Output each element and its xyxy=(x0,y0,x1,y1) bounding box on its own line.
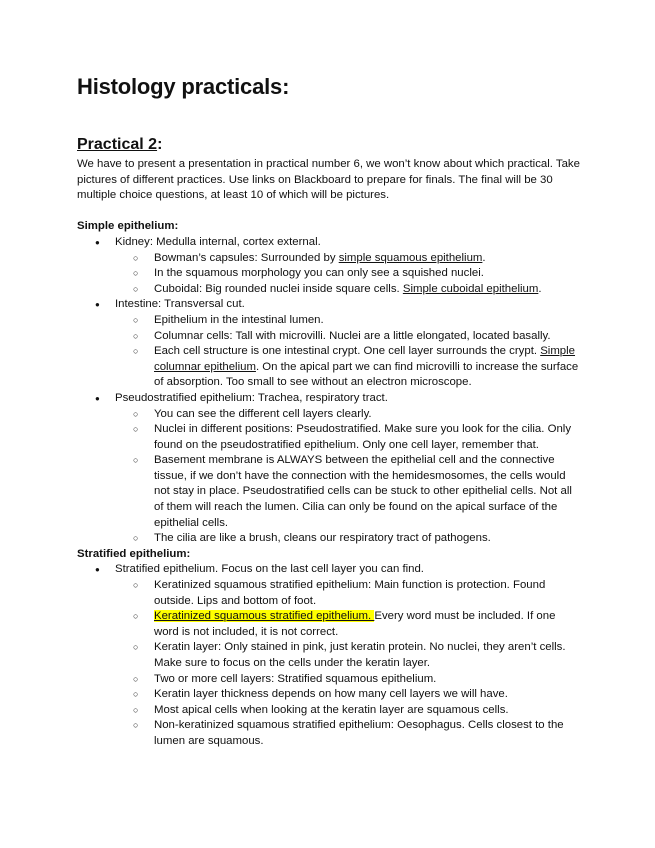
simple-cuboidal-link[interactable]: Simple cuboidal epithelium xyxy=(402,282,539,295)
list-item-nuclei: ○ Nuclei in different positions: Pseudostratified. Make sure you look for the cilia. Only found on the pseudostratified epithelium. Only one cell layer, remember that. xyxy=(77,422,582,453)
list-item-crypt xyxy=(77,344,582,391)
list-item-kidney xyxy=(77,235,582,297)
list-item-two-layers: ○ Two or more cell layers: Stratified squamous epithelium. xyxy=(77,672,582,688)
list-item-stratified xyxy=(77,562,582,749)
document-title: Histology practicals: xyxy=(77,74,290,99)
list-item-non-keratinized: ○ Non-keratinized squamous stratified epithelium: Oesophagus. Cells closest to the lumen are squamous. xyxy=(77,718,582,749)
stratified-sublist xyxy=(115,578,582,750)
highlight-note: Every word must be included. If one word is not included, it is not correct. xyxy=(154,610,556,638)
list-item-squamous: ○ In the squamous morphology you can only see a squished nuclei. xyxy=(77,266,582,282)
simple-epithelium-list xyxy=(77,235,582,547)
stratified-epithelium-list xyxy=(77,562,582,749)
cuboidal-suffix: . xyxy=(538,282,542,295)
document-body xyxy=(77,157,582,750)
crypt-suffix: . On the apical part we can find microvilli to increase the surface of absorption. Too small to see without an electron microscope. xyxy=(154,360,579,389)
intestine-sublist xyxy=(115,313,582,391)
kidney-sublist xyxy=(115,251,582,298)
practical-heading-text: Practical 2 xyxy=(77,136,158,153)
bowman-suffix: . xyxy=(482,251,486,264)
stratified-label: Stratified epithelium. Focus on the last cell layer you can find. xyxy=(115,563,424,576)
list-item-columnar: ○ Columnar cells: Tall with microvilli. Nuclei are a little elongated, located basally. xyxy=(77,329,582,345)
intro-paragraph: We have to present a presentation in practical number 6, we won’t know about which practical. Take pictures of different practices. Use links on Blackboard to prepare for finals. The final will be 30 multiple choice questions, at least 10 of which will be pictures. xyxy=(77,158,580,202)
practical-heading-colon: : xyxy=(157,136,163,153)
pseudostratified-label: Pseudostratified epithelium: Trachea, respiratory tract. xyxy=(115,391,388,404)
intestine-label: Intestine: Transversal cut. xyxy=(115,298,245,311)
simple-epithelium-heading: Simple epithelium: xyxy=(77,220,179,233)
list-item-layers: ○ You can see the different cell layers clearly. xyxy=(77,407,582,423)
pseudostratified-sublist xyxy=(115,407,582,547)
highlighted-term: Keratinized squamous stratified epithelium. xyxy=(154,610,375,623)
list-item-cilia: ○ The cilia are like a brush, cleans our respiratory tract of pathogens. xyxy=(77,531,582,547)
kidney-label: Kidney: Medulla internal, cortex external. xyxy=(115,235,321,248)
stratified-epithelium-heading: Stratified epithelium: xyxy=(77,547,191,560)
list-item-cuboidal xyxy=(77,282,582,298)
simple-squamous-link[interactable]: simple squamous epithelium xyxy=(338,251,483,264)
practical-heading xyxy=(77,136,162,154)
crypt-text: Each cell structure is one intestinal crypt. One cell layer surrounds the crypt. xyxy=(154,345,541,358)
list-item-apical: ○ Most apical cells when looking at the keratin layer are squamous cells. xyxy=(77,703,582,719)
bowman-text: Bowman’s capsules: Surrounded by xyxy=(154,251,339,264)
list-item-basement: ○ Basement membrane is ALWAYS between the epithelial cell and the connective tissue, if we don’t have the connection with the hemidesmosomes, the cells would not stay in place. Pseudostratified cells can be stuck to other epithelial cells. Not all of them will reach the lumen. Cilia can only be found on the apical surface of the epithelial cells. xyxy=(77,453,582,531)
list-item-highlight xyxy=(77,609,582,640)
cuboidal-text: Cuboidal: Big rounded nuclei inside square cells. xyxy=(154,282,403,295)
list-item-pseudostratified xyxy=(77,391,582,547)
list-item-thickness: ○ Keratin layer thickness depends on how many cell layers we will have. xyxy=(77,687,582,703)
simple-columnar-link[interactable]: Simple columnar epithelium xyxy=(154,345,576,373)
list-item-keratinized: ○ Keratinized squamous stratified epithelium: Main function is protection. Found outside. Lips and bottom of foot. xyxy=(77,578,582,609)
list-item-intestine xyxy=(77,297,582,391)
list-item-lumen: ○ Epithelium in the intestinal lumen. xyxy=(77,313,582,329)
list-item-bowman xyxy=(77,251,582,267)
list-item-keratin-layer: ○ Keratin layer: Only stained in pink, just keratin protein. No nuclei, they aren’t cells. Make sure to focus on the cells under the keratin layer. xyxy=(77,640,582,671)
